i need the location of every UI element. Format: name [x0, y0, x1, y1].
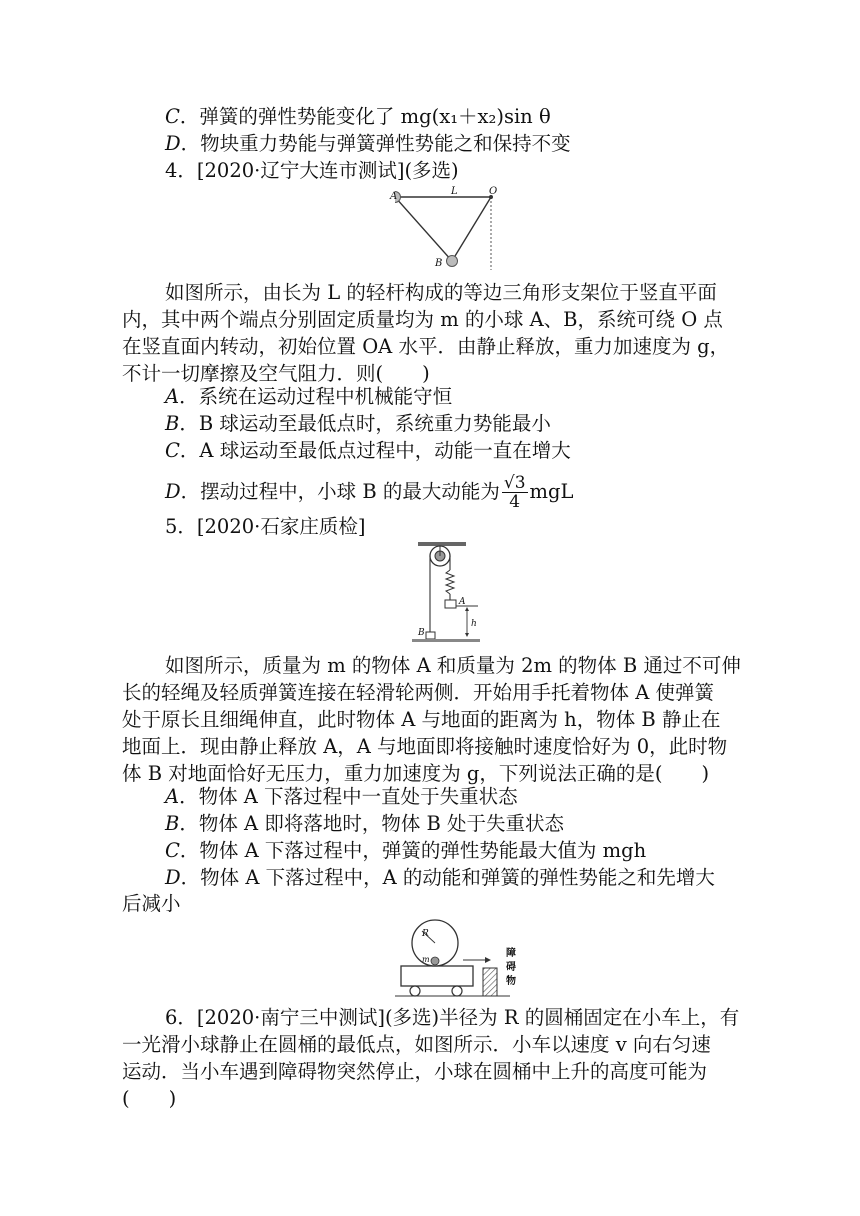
- label-l: L: [451, 186, 458, 197]
- q4-stem-line-1: 如图所示，由长为 L 的轻杆构成的等边三角形支架位于竖直平面: [165, 281, 717, 304]
- q5-stem-line-5: 体 B 对地面恰好无压力，重力加速度为 g，下列说法正确的是( ): [122, 762, 710, 785]
- option-text: ．物块重力势能与弹簧弹性势能之和保持不变: [180, 132, 571, 155]
- q6-stem-line-3: 运动．当小车遇到障碍物突然停止，小球在圆桶中上升的高度可能为: [122, 1060, 708, 1083]
- q6-stem-line-1: 6．[2020·南宁三中测试](多选)半径为 R 的圆桶固定在小车上，有: [165, 1006, 740, 1029]
- label-o: O: [489, 186, 498, 197]
- q5-stem-line-4: 地面上．现由静止释放 A，A 与地面即将接触时速度恰好为 0，此时物: [122, 735, 728, 758]
- q4-header: 4．[2020·辽宁大连市测试](多选): [165, 159, 459, 182]
- q5-option-a: [165, 784, 518, 810]
- label-r: R: [422, 929, 429, 939]
- label-h: h: [471, 619, 477, 629]
- q5-stem-line-3: 处于原长且细绳伸直，此时物体 A 与地面的距离为 h，物体 B 静止在: [122, 708, 721, 731]
- option-text: ．系统在运动过程中机械能守恒: [179, 385, 453, 408]
- q4-stem-line-4: 不计一切摩擦及空气阻力．则( ): [122, 362, 430, 385]
- option-text: ．物体 A 下落过程中，A 的动能和弹簧的弹性势能之和先增大: [180, 866, 715, 889]
- option-tail: mgL: [529, 480, 574, 503]
- option-text: ．物体 A 即将落地时，物体 B 处于失重状态: [179, 812, 565, 835]
- option-letter: B: [165, 412, 180, 435]
- option-letter: A: [165, 785, 180, 808]
- q5-option-b: [165, 811, 564, 837]
- option-letter: D: [165, 480, 181, 503]
- option-text: ．B 球运动至最低点时，系统重力势能最小: [179, 412, 551, 435]
- q5-stem-line-1: 如图所示，质量为 m 的物体 A 和质量为 2m 的物体 B 通过不可伸: [165, 654, 741, 677]
- sqrt-icon: √: [503, 473, 515, 493]
- option-text: ．物体 A 下落过程中，弹簧的弹性势能最大值为 mgh: [179, 839, 647, 862]
- q4-figure-labels: [385, 184, 510, 270]
- q4-option-d: [165, 474, 573, 511]
- option-letter: A: [165, 385, 180, 408]
- q5-option-d: [165, 865, 715, 891]
- q4-option-b: [165, 411, 551, 437]
- q5-header: 5．[2020·石家庄质检]: [165, 515, 366, 538]
- q5-stem-line-2: 长的轻绳及轻质弹簧连接在轻滑轮两侧．开始用手托着物体 A 使弹簧: [122, 681, 714, 704]
- q4-option-c: [165, 438, 571, 464]
- q4-stem-line-2: 内，其中两个端点分别固定质量均为 m 的小球 A、B，系统可绕 O 点: [122, 308, 723, 331]
- q6-figure-labels: [395, 916, 530, 1000]
- option-letter: D: [165, 132, 181, 155]
- fraction: $\frac{√3}{4}$: [503, 473, 526, 512]
- option-letter: C: [165, 439, 180, 462]
- q3-option-c: [165, 104, 551, 130]
- option-letter: B: [165, 812, 180, 835]
- q3-option-d: [165, 131, 571, 157]
- option-letter: C: [165, 105, 180, 128]
- option-text: ．弹簧的弹性势能变化了 mg(x₁＋x₂)sin θ: [179, 105, 551, 128]
- label-a: A: [390, 191, 398, 202]
- q6-stem-line-4: ( ): [122, 1087, 177, 1110]
- label-b: B: [435, 258, 443, 269]
- label-a: A: [459, 597, 466, 607]
- q6-stem-line-2: 一光滑小球静止在圆桶的最低点，如图所示．小车以速度 v 向右匀速: [122, 1033, 711, 1056]
- label-obstacle-3: 物: [506, 976, 516, 987]
- label-m: m: [422, 955, 430, 964]
- option-text: ．A 球运动至最低点过程中，动能一直在增大: [179, 439, 571, 462]
- option-text: ．物体 A 下落过程中一直处于失重状态: [179, 785, 518, 808]
- option-letter: D: [165, 866, 181, 889]
- q5-option-c: [165, 838, 646, 864]
- label-b: B: [418, 628, 425, 638]
- q4-stem-line-3: 在竖直面内转动，初始位置 OA 水平．由静止释放，重力加速度为 g，: [122, 335, 730, 358]
- q5-option-d-cont: 后减小: [122, 892, 181, 915]
- q5-figure-labels: [412, 542, 492, 644]
- q4-option-a: [165, 384, 452, 410]
- label-obstacle-2: 碍: [506, 962, 516, 973]
- option-letter: C: [165, 839, 180, 862]
- option-text: ．摆动过程中，小球 B 的最大动能为: [180, 480, 500, 503]
- label-obstacle-1: 障: [506, 948, 516, 959]
